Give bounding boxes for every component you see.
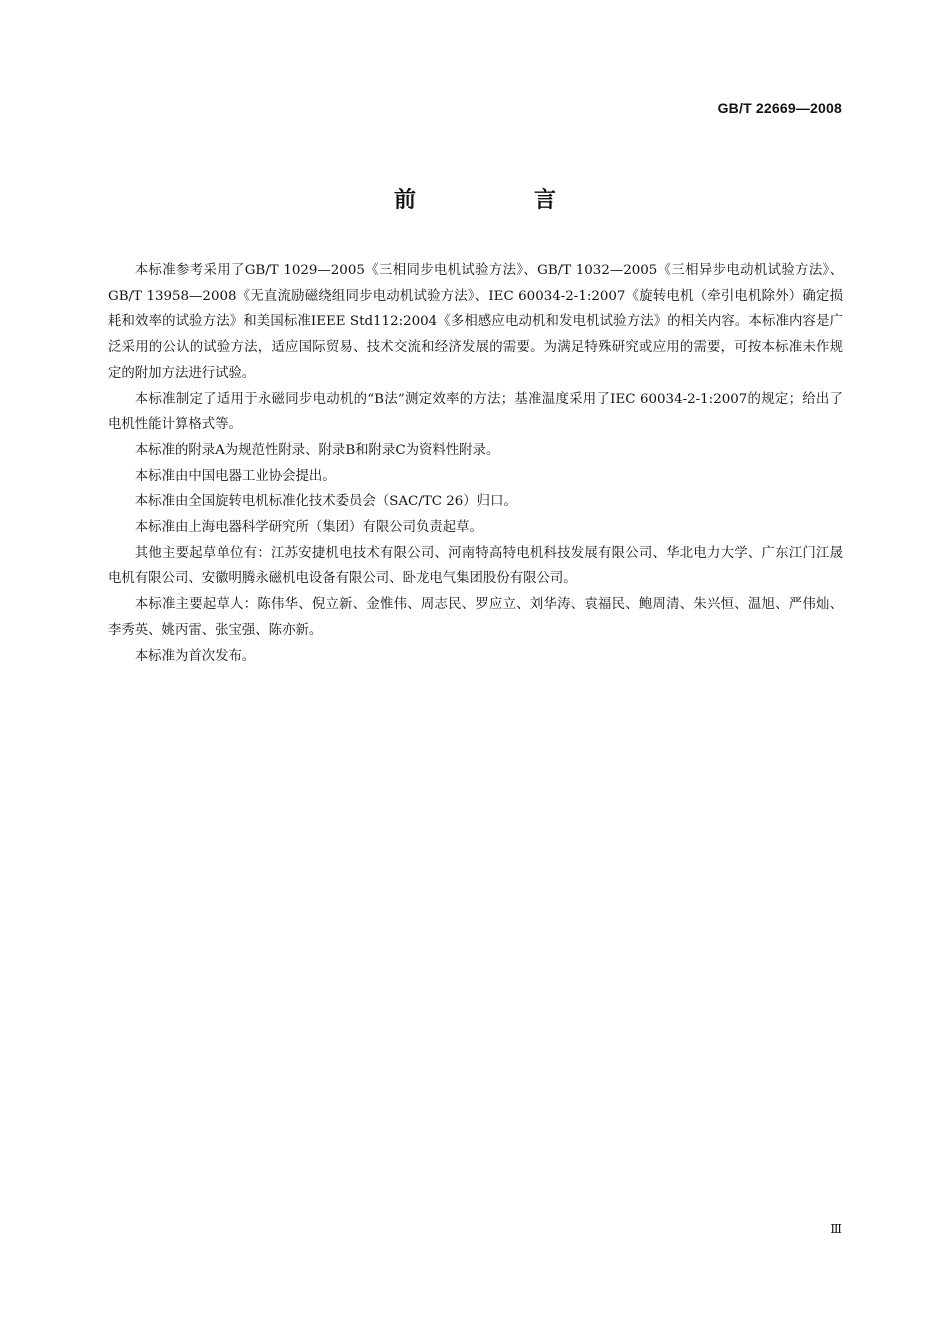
foreword-body: [108, 258, 843, 669]
paragraph-committee: 本标准由全国旋转电机标准化技术委员会（SAC/TC 26）归口。: [134, 494, 517, 510]
paragraph-proposer: 本标准由中国电器工业协会提出。: [134, 468, 336, 484]
paragraph-first-release: 本标准为首次发布。: [134, 648, 256, 664]
paragraph-references: 本标准参考采用了GB/T 1029—2005《三相同步电机试验方法》、GB/T 1032—2005《三相异步电动机试验方法》、GB/T 13958—2008《无直流励磁绕组同步电动机试验方法》、IEC 60034-2-1:2007《旋转电机（牵引电机除外）确定损耗和效率的试验方法》和美国标准IEEE Std112:2004《多相感应电动机和发电机试验方法》的相关内容。本标准内容是广泛采用的公认的试验方法，适应国际贸易、技术交流和经济发展的需要。为满足特殊研究或应用的需要，可按本标准未作规定的附加方法进行试验。: [108, 263, 843, 381]
page-title: 前 言: [393, 188, 604, 213]
page-number: Ⅲ: [830, 1222, 842, 1236]
standard-code-header: GB/T 22669—2008: [717, 100, 842, 116]
paragraph-drafters-names: 本标准主要起草人：陈伟华、倪立新、金惟伟、周志民、罗应立、刘华涛、袁福民、鲍周清、朱兴恒、温旭、严伟灿、李秀英、姚丙雷、张宝强、陈亦新。: [108, 597, 843, 638]
paragraph-appendices: 本标准的附录A为规范性附录、附录B和附录C为资料性附录。: [134, 442, 500, 458]
paragraph-other-units: 其他主要起草单位有：江苏安捷机电技术有限公司、河南特高特电机科技发展有限公司、华北电力大学、广东江门江晟电机有限公司、安徽明腾永磁机电设备有限公司、卧龙电气集团股份有限公司。: [108, 545, 843, 587]
paragraph-drafter: 本标准由上海电器科学研究所（集团）有限公司负责起草。: [134, 520, 483, 536]
paragraph-b-method: 本标准制定了适用于永磁同步电动机的“B法”测定效率的方法；基准温度采用了IEC 60034-2-1:2007的规定；给出了电机性能计算格式等。: [108, 391, 843, 433]
